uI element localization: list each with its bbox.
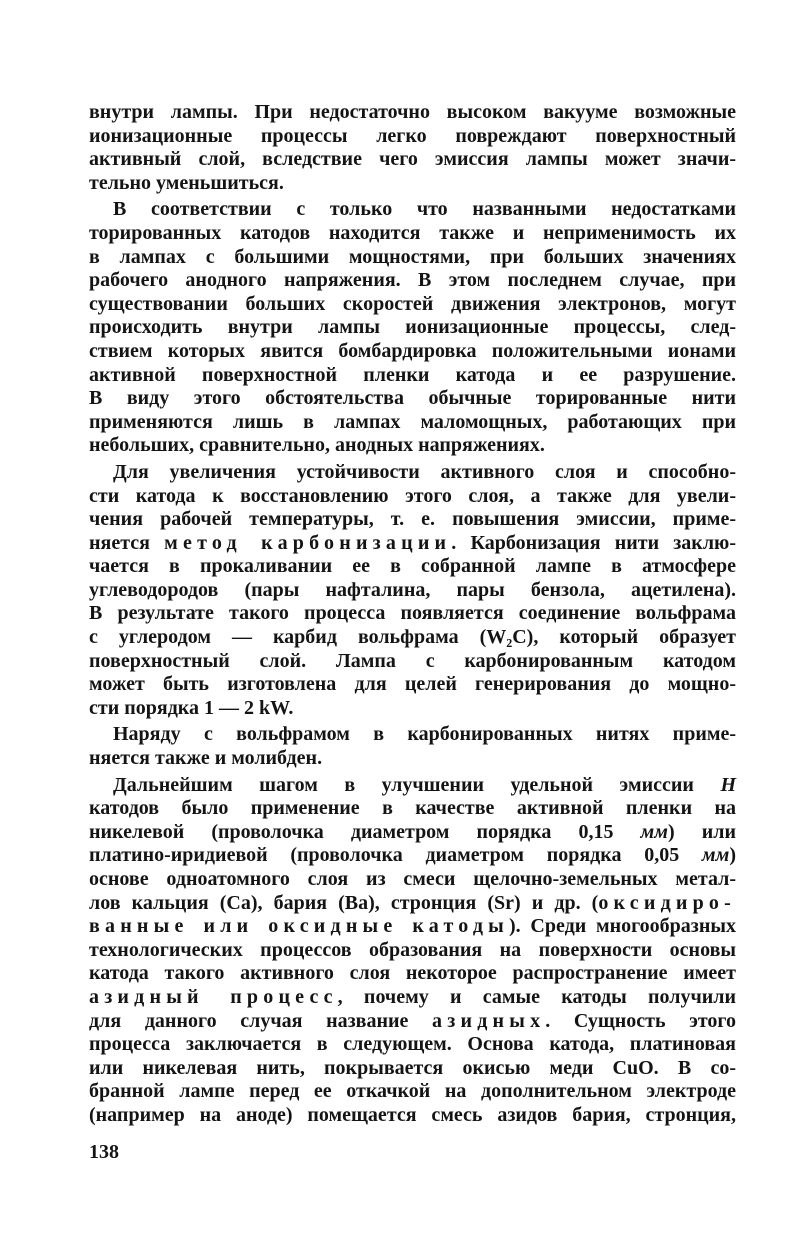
text-line — [89, 915, 736, 939]
text-segment: няется также и молибден. — [89, 747, 323, 770]
text-segment: няется — [89, 531, 165, 554]
text-segment: сти катода к восстановлению этого слоя, а также для увели- — [89, 484, 736, 507]
text-line — [89, 821, 736, 845]
text-segment: ) или — [667, 820, 736, 843]
text-segment: Дальнейшим шагом в улучшении удельной эмиссии — [113, 773, 721, 796]
text-line — [89, 723, 736, 747]
text-line — [89, 892, 736, 916]
text-line — [89, 148, 736, 172]
text-line — [89, 222, 736, 246]
text-segment: . Сущность этого — [545, 1009, 737, 1032]
text-line — [89, 774, 736, 798]
text-segment: , почему и самые катоды получили — [337, 985, 736, 1008]
text-line — [89, 387, 736, 411]
text-segment: для данного случая название — [89, 1009, 433, 1032]
paragraph — [89, 461, 736, 721]
text-line — [89, 697, 736, 721]
text-line — [89, 246, 736, 270]
text-segment: никелевой (проволочка диаметром порядка 0,15 — [89, 820, 641, 843]
text-line — [89, 364, 736, 388]
text-line — [89, 868, 736, 892]
text-segment: существовании больших скоростей движения электронов, могут — [89, 292, 736, 315]
paragraph — [89, 101, 736, 195]
text-line — [89, 579, 736, 603]
text-line — [89, 411, 736, 435]
text-line — [89, 986, 736, 1010]
text-segment: углеводородов (пары нафталина, пары бензола, ацетилена). — [89, 578, 736, 601]
text-segment: ). Среди многообразных — [509, 915, 736, 938]
paragraph — [89, 198, 736, 458]
text-segment: В результате такого процесса появляется соединение вольфрама — [89, 602, 736, 625]
text-segment: Для увеличения устойчивости активного слоя и способно- — [113, 460, 736, 483]
paragraph — [89, 774, 736, 1128]
text-line — [89, 434, 736, 458]
italic-unit: мм — [640, 820, 668, 843]
spaced-emphasis: метод карбонизации — [164, 531, 452, 554]
text-segment: процесса заключается в следующем. Основа катода, платиновая — [89, 1033, 736, 1056]
text-line — [89, 269, 736, 293]
text-segment: . Карбонизация нити заклю- — [451, 531, 736, 554]
text-line — [89, 602, 736, 626]
text-segment: небольших, сравнительно, анодных напряжениях. — [89, 434, 545, 457]
text-line — [89, 650, 736, 674]
text-segment: В соответствии с только что названными недостатками — [113, 198, 736, 221]
text-line — [89, 101, 736, 125]
text-line — [89, 1010, 736, 1034]
text-line — [89, 1033, 736, 1057]
text-line — [89, 340, 736, 364]
text-segment: внутри лампы. При недостаточно высоком вакууме возможные — [89, 101, 736, 123]
text-segment: тельно уменьшиться. — [89, 171, 284, 194]
spaced-emphasis: ванные или оксидные катоды — [89, 915, 509, 938]
text-segment: чается в прокаливании ее в собранной лампе в атмосфере — [89, 555, 736, 578]
paragraph — [89, 723, 736, 770]
text-segment: катода такого активного слоя некоторое распространение имеет — [89, 962, 736, 985]
text-line — [89, 508, 736, 532]
text-line — [89, 844, 736, 868]
text-segment: ) — [729, 844, 736, 867]
text-line — [89, 198, 736, 222]
text-segment: рабочего анодного напряжения. В этом последнем случае, при — [89, 269, 736, 292]
spaced-emphasis: азидный процесс — [89, 985, 338, 1008]
text-segment: с углеродом — карбид вольфрама (W₂C), который образует — [89, 626, 736, 649]
text-segment: может быть изготовлена для целей генерирования до мощно- — [89, 673, 736, 696]
text-segment: происходить внутри лампы ионизационные процессы, след- — [89, 316, 736, 339]
text-segment: применяются лишь в лампах маломощных, работающих при — [89, 410, 736, 433]
text-line — [89, 626, 736, 650]
text-segment: чения рабочей температуры, т. е. повышения эмиссии, приме- — [89, 508, 736, 531]
text-segment: ствием которых явится бомбардировка положительными ионами — [89, 339, 736, 362]
text-line — [89, 797, 736, 821]
text-segment: бранной лампе перед ее откачкой на дополнительном электроде — [89, 1080, 736, 1103]
text-segment: торированных катодов находится также и неприменимость их — [89, 221, 736, 244]
text-line — [89, 125, 736, 149]
text-line — [89, 939, 736, 963]
text-segment: В виду этого обстоятельства обычные торированные нити — [89, 387, 736, 410]
text-segment: сти порядка 1 — 2 kW. — [89, 696, 294, 719]
text-line — [89, 747, 736, 771]
text-line — [89, 485, 736, 509]
text-line — [89, 461, 736, 485]
text-line — [89, 962, 736, 986]
text-segment: лов кальция (Ca), бария (Ba), стронция (Sr) и др. ( — [89, 891, 599, 914]
text-segment: поверхностный слой. Лампа с карбонированным катодом — [89, 649, 736, 672]
text-line — [89, 532, 736, 556]
text-line — [89, 1104, 736, 1128]
text-segment: технологических процессов образования на поверхности основы — [89, 938, 736, 961]
text-segment: Наряду с вольфрамом в карбонированных нитях приме- — [113, 723, 736, 746]
text-segment: ионизационные процессы легко повреждают поверхностный — [89, 124, 736, 147]
text-segment: катодов было применение в качестве активной пленки на — [89, 797, 736, 820]
text-segment: активный слой, вследствие чего эмиссия лампы может значи- — [89, 148, 736, 171]
book-page-body — [89, 101, 736, 1164]
text-segment: платино-иридиевой (проволочка диаметром порядка 0,05 — [89, 844, 702, 867]
text-segment: (например на аноде) помещается смесь азидов бария, стронция, — [89, 1103, 736, 1126]
text-segment: основе одноатомного слоя из смеси щелочно-земельных метал- — [89, 868, 736, 890]
text-line — [89, 1057, 736, 1081]
text-line — [89, 316, 736, 340]
page-number: 138 — [89, 1140, 119, 1163]
text-line — [89, 673, 736, 697]
italic-unit: H — [720, 773, 736, 796]
spaced-emphasis: оксидиро- — [598, 891, 736, 914]
text-segment: или никелевая нить, покрывается окисью меди CuO. В со- — [89, 1056, 736, 1079]
text-line — [89, 555, 736, 579]
text-line — [89, 172, 736, 196]
text-line — [89, 1080, 736, 1104]
text-line — [89, 293, 736, 317]
italic-unit: мм — [701, 844, 730, 867]
text-segment: в лампах с большими мощностями, при больших значениях — [89, 245, 736, 268]
page-text — [89, 101, 736, 1128]
spaced-emphasis: азидных — [432, 1009, 546, 1032]
text-segment: активной поверхностной пленки катода и ее разрушение. — [89, 363, 736, 386]
